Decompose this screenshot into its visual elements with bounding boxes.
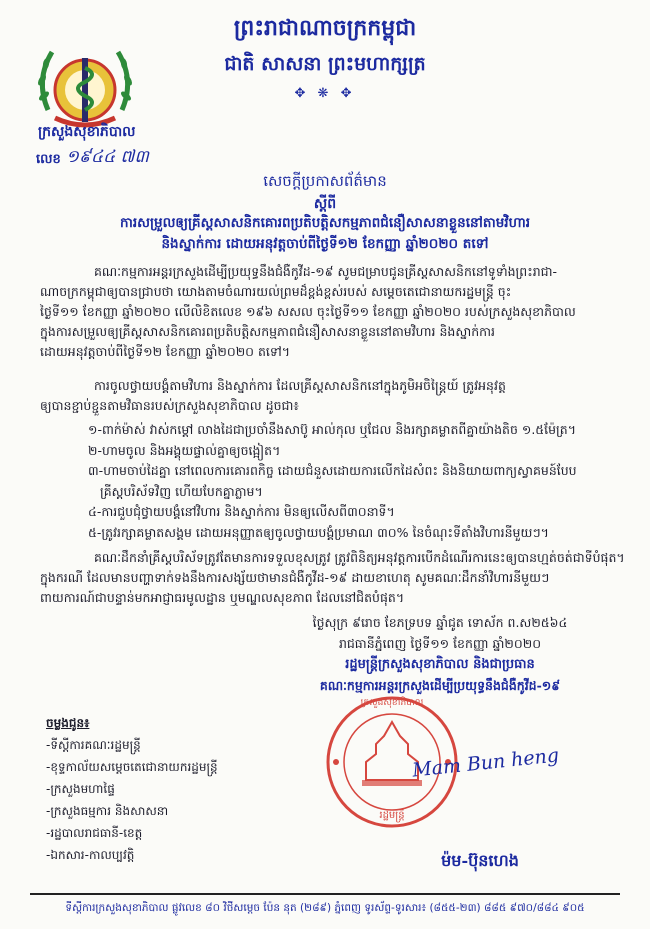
recipient-item: -ឯកសារ-កាលប្បវត្តិ (46, 848, 135, 862)
subject-line-2: និងស្នាក់ការ ដោយអនុវត្តចាប់ពីថ្ងៃទី១២ ខែកញ្ញា ឆ្នាំ២០២០ តទៅ (161, 236, 489, 252)
paragraph-1 (40, 262, 630, 362)
rule-5: ៥-ត្រូវរក្សាគម្លាតសង្គម ដោយអនុញ្ញាតឲ្យចូលថ្វាយបង្គំប្រមាណ ៣០% នៃចំណុះទីតាំងវិហារនីមួយៗ។ (88, 524, 549, 540)
signatory-name: ម៉ម-ប៊ុនហេង (441, 851, 519, 870)
rule-1: ១-ពាក់ម៉ាស់ វាស់កម្តៅ លាងដៃជាប្រចាំនឹងសាប៊ូ អាល់កុល ឬជែល និងរក្សាគម្លាតពីគ្នាយ៉ាងតិច ១.៥ម៉ែត្រ។ (88, 422, 576, 437)
recipients-heading: ចម្លងជូន៖ (46, 716, 90, 730)
national-motto: ជាតិ សាសនា ព្រះមហាក្សត្រ (224, 53, 426, 75)
recipient-item: -ក្រសួងមហាផ្ទៃ (46, 782, 115, 796)
footer-address: ទីស្តីការក្រសួងសុខាភិបាល ផ្លូវលេខ ៨០ វិថីសម្តេច ប៉ែន នុត (២៨៩) ភ្នំពេញ ទូរស័ព្ទ-ទូរសារ៖ (៨៥៥-២៣) ៨៨៥ ៩៧០/៨៨៤ ៩០៥ (65, 902, 585, 914)
p1-line-5: ដោយអនុវត្តចាប់ពីថ្ងៃទី១២ ខែកញ្ញា ឆ្នាំ២០២០ តទៅ។ (40, 344, 291, 359)
recipient-item: -រដ្ឋបាលរាជធានី-ខេត្ត (46, 826, 143, 840)
document-type: សេចក្តីប្រកាសព័ត៌មាន (263, 172, 387, 190)
p3-line-2: ក្នុងករណី ដែលមានបញ្ហាទាក់ទងនឹងការសង្ស័យថាមានជំងឺកូវីដ-១៩ ដាយខាហេតុ សូមគណៈដឹកនាំវិហារនីមួយៗ (40, 570, 550, 585)
signature-text: Mam Bun heng (411, 744, 560, 782)
rule-4: ៤-ការជួបជុំថ្វាយបង្គំនៅវិហារ និងស្នាក់ការ មិនឲ្យលើសពី៣០នាទី។ (88, 504, 395, 519)
p1-line-4: ក្នុងការសម្រួលឲ្យគ្រីស្តសាសនិកគោរពប្រតិបត្តិសកម្មភាពជំនឿសាសនាខ្លួននៅតាមវិហារ និងស្នាក់ការ (40, 324, 496, 339)
rule-2: ២-ហាមចូល និងអង្គុយផ្ទាល់គ្នាឲ្យចង្អៀត។ (88, 442, 281, 458)
place-date: រាជធានីភ្នំពេញ ថ្ងៃទី១១ ខែកញ្ញា ឆ្នាំ២០២០ (338, 636, 542, 651)
document-about: ស្តីពី (313, 196, 337, 212)
p2-line-1: ការចូលថ្វាយបង្គំតាមវិហារ និងស្នាក់ការ ដែលគ្រីស្តសាសនិកនៅក្នុងភូមិអចិន្ត្រៃយ៍ ត្រូវអនុវត្ត (94, 378, 506, 393)
dating-block (250, 612, 630, 696)
rule-3: ៣-ហាមចាប់ដៃគ្នា នៅពេលការគោរពកិច្ច ដោយជំនួសដោយការលើកដៃសំពះ និងនិយាយពាក្យស្វាគមន៍បែប (88, 463, 577, 478)
subject-line-1: ការសម្រួលឲ្យគ្រីស្តសាសនិកគោរពប្រតិបត្តិសកម្មភាពជំនឿសាសនាខ្លួននៅតាមវិហារ (119, 215, 530, 231)
kingdom-heading: ព្រះរាជាណាចក្រកម្ពុជា (233, 15, 417, 41)
rules-list (88, 420, 628, 543)
signatory-title-1: រដ្ឋមន្ត្រីក្រសួងសុខាភិបាល និងជាប្រធាន (345, 657, 535, 672)
ornament-divider: ✥ ❋ ✥ (294, 86, 356, 101)
paragraph-3 (40, 548, 630, 608)
seal-text-top: ក្រសួងសុខាភិបាល (360, 698, 424, 708)
ministry-name: ក្រសួងសុខាភិបាល (38, 124, 136, 140)
recipient-item: -ក្រសួងធម្មការ និងសាសនា (46, 804, 169, 818)
footer-divider (30, 893, 620, 895)
p3-line-1: គណៈដឹកនាំគ្រីស្តបរិស័ទត្រូវតែមានការទទួលខុសត្រូវ ត្រូវពិនិត្យអនុវត្តការបើកដំណើរការនេះឲ្យបានហ្មត់ចត់ជាទីបំផុត។ (94, 550, 625, 565)
recipient-item: -ទីស្តីការគណៈរដ្ឋមន្ត្រី (46, 738, 141, 752)
reference-number: ១៩៤៤ ៧៣ (66, 147, 149, 167)
reference-prefix: លេខ (36, 152, 61, 167)
p2-line-2: ឲ្យបានខ្ជាប់ខ្ជួនតាមវិធានរបស់ក្រសួងសុខាភិបាល ដូចជា៖ (40, 398, 299, 413)
lunar-date: ថ្ងៃសុក្រ ៩រោច ខែភទ្របទ ឆ្នាំជូត ទោស័ក ព.ស២៥៦៤ (312, 615, 568, 630)
rule-3-continued: គ្រីស្តបរិស័ទវិញ ហើយបែកគ្នាភ្លាម។ (100, 483, 263, 499)
seal-text-bottom: រដ្ឋមន្ត្រី (379, 810, 405, 821)
recipient-item: -ខុទ្ទកាល័យសម្តេចតេជោនាយករដ្ឋមន្ត្រី (46, 760, 218, 774)
p1-line-1: គណៈកម្មការអន្តរក្រសួងដើម្បីប្រយុទ្ធនឹងជំងឺកូវីដ-១៩ សូមជម្រាបជូនគ្រីស្តសាសនិកនៅទូទាំងព្រះរាជា- (94, 264, 558, 279)
p3-line-3: ពាយការណ៍ជាបន្ទាន់មកអាជ្ញាធរមូលដ្ឋាន ឬមណ្ឌលសុខភាព ដែលនៅជិតបំផុត។ (40, 590, 405, 605)
paragraph-2 (40, 376, 630, 416)
signatory-title-2: គណៈកម្មការអន្តរក្រសួងដើម្បីប្រយុទ្ធនឹងជំងឺកូវីដ-១៩ (319, 678, 561, 693)
p1-line-3: ថ្ងៃទី១១ ខែកញ្ញា ឆ្នាំ២០២០ លើលិខិតលេខ ១៩៦ សសល ចុះថ្ងៃទី១១ ខែកញ្ញា ឆ្នាំ២០២០ របស់ក្រសួងសុខាភិបាល (40, 304, 576, 319)
p1-line-2: ណាចក្រកម្ពុជាឲ្យបានជ្រាបថា យោងតាមចំណារយល់ព្រមដ៏ខ្ពង់ខ្ពស់របស់ សម្តេចតេជោនាយករដ្ឋមន្ត្រី ចុះ (40, 284, 512, 299)
recipients-block (46, 712, 218, 866)
